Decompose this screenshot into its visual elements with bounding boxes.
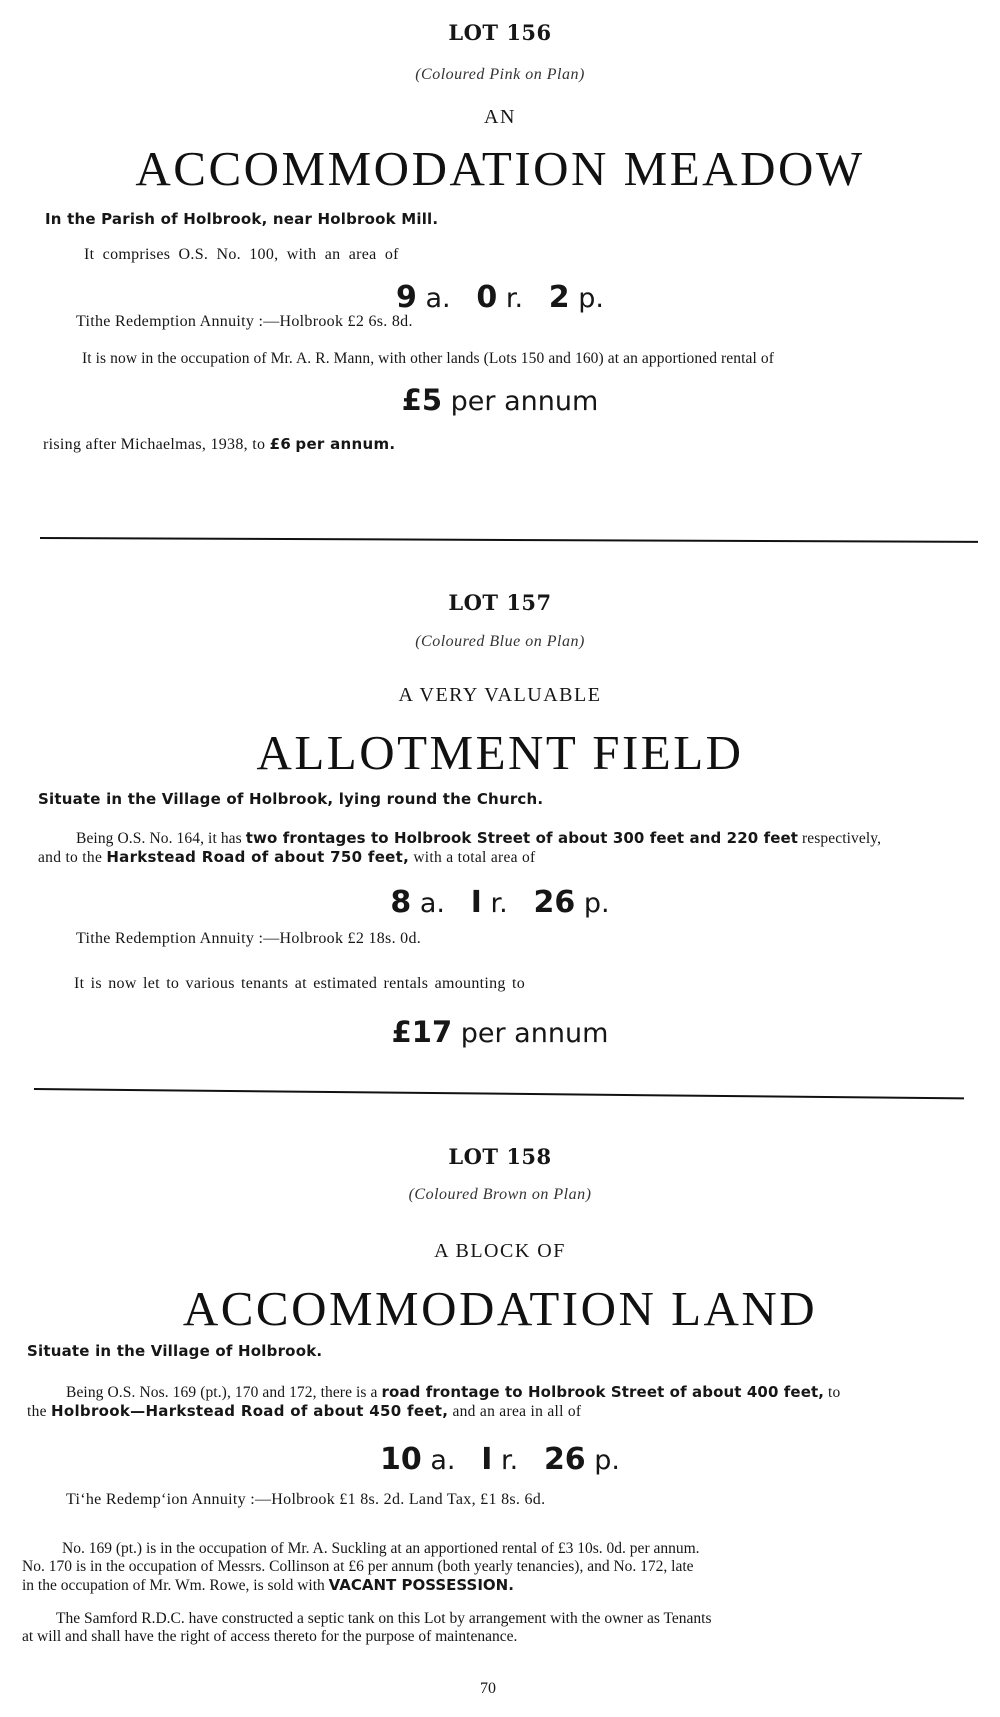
lot-158-tithe: Ti‘he Redemp‘ion Annuity :—Holbrook £1 8s. 2d. Land Tax, £1 8s. 6d. — [66, 1491, 546, 1508]
rent-period: per annum — [460, 1018, 609, 1049]
area-perches: 2 — [548, 280, 570, 315]
lot-158-area — [0, 1442, 1000, 1477]
rising-tail: per annum. — [295, 435, 396, 453]
section-divider — [34, 1088, 964, 1099]
area-roods-unit: r. — [490, 888, 508, 919]
desc-text: to — [828, 1384, 841, 1401]
rising-amount: £6 — [269, 435, 292, 453]
desc-text: and to the — [38, 849, 103, 866]
area-acres-unit: a. — [419, 888, 446, 919]
lot-156-heading: LOT 156 — [448, 20, 552, 45]
lot-158-pre-title: A BLOCK OF — [434, 1240, 566, 1262]
vacant-possession: VACANT POSSESSION. — [328, 1576, 514, 1594]
area-perches-unit: p. — [594, 1445, 621, 1476]
lot-158-septic-line1: The Samford R.D.C. have constructed a septic tank on this Lot by arrangement with the owner as Tenants — [56, 1610, 712, 1627]
lot-156-rent — [0, 383, 1000, 417]
area-acres: 9 — [396, 280, 417, 315]
lot-158-title: ACCOMMODATION LAND — [182, 1281, 818, 1336]
lot-157-situate: Situate in the Village of Holbrook, lying round the Church. — [38, 790, 544, 808]
lot-158-description-line2 — [27, 1402, 581, 1421]
desc-bold: two frontages to Holbrook Street of about 300 feet and 220 feet — [245, 829, 799, 847]
area-roods-unit: r. — [500, 1445, 519, 1476]
lot-158-description-line1 — [66, 1383, 840, 1402]
area-perches: 26 — [543, 1442, 586, 1477]
area-roods: I — [470, 885, 482, 920]
desc-text: with a total area of — [413, 849, 536, 866]
lot-157-rent — [0, 1015, 1000, 1049]
area-acres-unit: a. — [425, 283, 451, 314]
lot-156-rising — [43, 435, 395, 454]
lot-156-description: It comprises O.S. No. 100, with an area of — [84, 246, 399, 263]
desc-text: the — [27, 1403, 47, 1420]
desc-text: Being O.S. Nos. 169 (pt.), 170 and 172, there is a — [66, 1384, 378, 1401]
rising-text: rising after Michaelmas, 1938, to — [43, 436, 266, 453]
area-perches: 26 — [533, 885, 576, 920]
desc-bold: road frontage to Holbrook Street of about 400 feet, — [381, 1383, 825, 1401]
desc-bold: Holbrook—Harkstead Road of about 450 feet, — [51, 1402, 449, 1420]
area-acres: 8 — [390, 885, 412, 920]
lot-156-colour-note: (Coloured Pink on Plan) — [415, 66, 585, 83]
lot-157-description-line2 — [38, 848, 536, 867]
lot-158-septic-line2: at will and shall have the right of access thereto for the purpose of maintenance. — [22, 1628, 518, 1645]
lot-157-pre-title: A VERY VALUABLE — [398, 684, 602, 706]
area-acres-unit: a. — [430, 1445, 456, 1476]
lot-157-let: It is now let to various tenants at estimated rentals amounting to — [74, 975, 526, 992]
lot-158-occupation-line3 — [22, 1576, 514, 1595]
rent-amount: £5 — [401, 383, 443, 417]
lot-157-title: ALLOTMENT FIELD — [256, 725, 744, 780]
lot-157-description-line1 — [76, 829, 881, 848]
lot-158-heading: LOT 158 — [448, 1144, 552, 1169]
lot-157-tithe: Tithe Redemption Annuity :—Holbrook £2 18s. 0d. — [76, 930, 422, 947]
lot-157-area — [0, 885, 1000, 920]
lot-156-pre-title: AN — [484, 106, 516, 128]
lot-157-colour-note: (Coloured Blue on Plan) — [415, 633, 585, 650]
desc-text: Being O.S. No. 164, it has — [76, 830, 242, 847]
lot-156-occupation: It is now in the occupation of Mr. A. R. Mann, with other lands (Lots 150 and 160) at an apportioned rental of — [82, 350, 775, 367]
desc-text: and an area in all of — [452, 1403, 582, 1420]
lot-158-colour-note: (Coloured Brown on Plan) — [408, 1186, 592, 1203]
lot-158-occupation-line1: No. 169 (pt.) is in the occupation of Mr. A. Suckling at an apportioned rental of £3 10s. 0d. per annum. — [62, 1540, 700, 1557]
page-number: 70 — [480, 1680, 496, 1697]
area-acres: 10 — [379, 1442, 422, 1477]
lot-158-situate: Situate in the Village of Holbrook. — [27, 1342, 323, 1360]
occupation-text: in the occupation of Mr. Wm. Rowe, is sold with — [22, 1577, 325, 1594]
lot-157-heading: LOT 157 — [448, 590, 552, 615]
area-roods-unit: r. — [505, 283, 524, 314]
rent-period: per annum — [450, 386, 599, 417]
area-perches-unit: p. — [583, 888, 610, 919]
section-divider — [40, 537, 978, 543]
lot-156-situate: In the Parish of Holbrook, near Holbrook Mill. — [45, 210, 439, 228]
lot-156-title: ACCOMMODATION MEADOW — [135, 141, 865, 196]
lot-158-occupation-line2: No. 170 is in the occupation of Messrs. Collinson at £6 per annum (both yearly tenancies), and No. 172, late — [22, 1558, 694, 1575]
desc-bold: Harkstead Road of about 750 feet, — [106, 848, 410, 866]
area-perches-unit: p. — [578, 283, 604, 314]
lot-156-area — [0, 280, 1000, 315]
desc-text: respectively, — [802, 830, 882, 847]
lot-156-tithe: Tithe Redemption Annuity :—Holbrook £2 6s. 8d. — [76, 313, 413, 330]
area-roods: I — [481, 1442, 493, 1477]
area-roods: 0 — [476, 280, 498, 315]
rent-amount: £17 — [391, 1015, 453, 1049]
